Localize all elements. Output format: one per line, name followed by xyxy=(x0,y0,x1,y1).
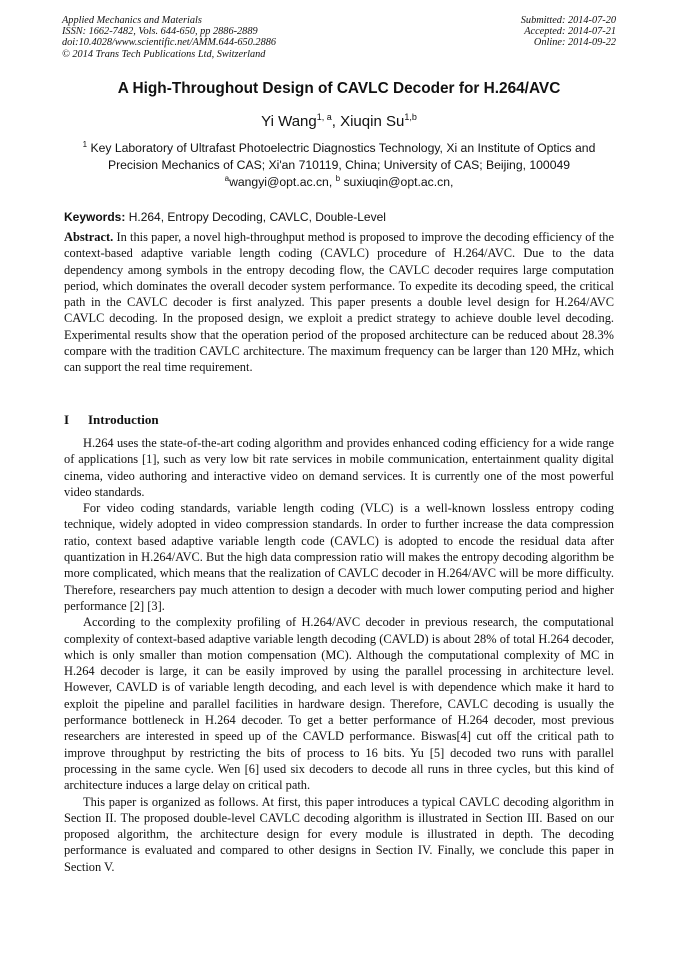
author-name: Xiuqin Su xyxy=(340,113,405,130)
affiliation-text: Key Laboratory of Ultrafast Photoelectric Diagnostics Technology, Xi an Institute of Optics and Precision Mechanics of CAS; Xi'an 710119, China; University of CAS; Beijing, 100049 xyxy=(87,141,596,172)
paragraph: H.264 uses the state-of-the-art coding algorithm and provides enhanced coding efficiency for a wide range of applications [1], such as very low bit rate services in mobile communication, entertainment quality digital cinema, video authoring and interactive video on demand services. It is currently one of the most powerful video standards. xyxy=(64,436,614,499)
abstract xyxy=(64,229,614,376)
journal-info xyxy=(62,15,276,60)
section-number: I xyxy=(64,412,70,427)
keywords-label: Keywords: xyxy=(64,210,126,224)
author-affil-mark: 1, a xyxy=(316,112,332,122)
author-name: Yi Wang xyxy=(261,113,317,130)
abstract-label: Abstract. xyxy=(64,230,114,244)
accepted-date: Accepted: 2014-07-21 xyxy=(524,26,616,38)
online-date: Online: 2014-09-22 xyxy=(533,37,616,49)
date-info xyxy=(521,15,616,49)
publication-header xyxy=(62,15,616,65)
submitted-date: Submitted: 2014-07-20 xyxy=(520,15,616,26)
introduction-body xyxy=(64,435,614,875)
abstract-text: In this paper, a novel high-throughput method is proposed to improve the decoding efficiency of the context-based adaptive variable length coding (CAVLC) procedure of H.264/AVC. Due to the data dependency among symbols in the entropy decoding flow, the CAVLC decoder requires large computation period, which dominates the overall decoder system performance. To expedite its decoding speed, the critical path in the CAVLC decoder is first analyzed. This paper presents a double level design for H.264/AVC CAVLC decoding. In the proposed design, we exploit a predict strategy to achieve double level decoding. Experimental results show that the operation period of the proposed architecture can be reduced about 28.3% compare with the tradition CAVLC architecture. The maximum frequency can be larger than 120 MHz, which can support the real time requirement. xyxy=(64,230,614,375)
paragraph: According to the complexity profiling of H.264/AVC decoder in previous research, the computational complexity of context-based adaptive variable length decoding (CAVLD) is about 28% of total H.264 decoder, which is only smaller than motion compensation (MC). Although the computational complexity of MC in H.264 decoder is large, it can be easily improved by using the parallel processing in architecture level. However, CAVLD is of variable length decoding, and each level is with dependence which make it hard to exploit the pipeline and parallel facilities in hardware design. Therefore, CAVLC decoding is usually the performance bottleneck in H.264 decoder. To get a better performance of H.264 decoder, most previous researchers are interested in speed up of the CAVLD performance. Biswas[4] cut off the critical path to improve throughput by restricting the bits of process to 16 bits. Yu [5] decoded two runs with parallel processing in the same cycle. Wen [6] used six decoders to decode all runs in three cycles, but this kind of architecture induces a large delay on critical path. xyxy=(64,615,614,793)
copyright-line: © 2014 Trans Tech Publications Ltd, Switzerland xyxy=(62,48,266,60)
author-affil-mark: 1,b xyxy=(404,112,417,122)
author-emails xyxy=(0,174,678,189)
author-list xyxy=(0,112,678,130)
affiliation-mark: 1 xyxy=(82,140,88,149)
doi-line[interactable]: doi:10.4028/www.scientific.net/AMM.644-650.2886 xyxy=(62,37,277,49)
paper-title: A High-Throughout Design of CAVLC Decoder for H.264/AVC xyxy=(117,80,561,97)
email-link[interactable]: suxiuqin@opt.ac.cn, xyxy=(340,175,454,189)
paragraph: For video coding standards, variable length coding (VLC) is a well-known lossless entropy coding technique, widely adopted in video compression standards. In order to further increase the data compression ratio, context based adaptive variable length code (CAVLC) is adopted to encode the residual data after quantization in H.264/AVC. But the high data compression ratio will makes the entropy decoding algorithm be more complicated, which means that the realization of CAVLC decoder in H.264/AVC will be more difficulty. Therefore, researchers pay much attention to design a decoder with much lower computing period and higher performance [2] [3]. xyxy=(64,501,614,613)
keywords xyxy=(64,209,614,225)
affiliation xyxy=(66,137,612,173)
paragraph: This paper is organized as follows. At first, this paper introduces a typical CAVLC decoding algorithm in Section II. The proposed double-level CAVLC decoding algorithm is illustrated in Section III. Based on our proposed algorithm, the architecture design for every module is illustrated in depth. The decoding performance is evaluated and compared to other designs in Section IV. Finally, we conclude this paper in Section V. xyxy=(64,794,614,874)
keywords-text: H.264, Entropy Decoding, CAVLC, Double-Level xyxy=(125,210,386,224)
email-mark: a xyxy=(224,174,230,183)
section-title: Introduction xyxy=(88,412,159,427)
journal-name: Applied Mechanics and Materials xyxy=(62,15,202,26)
author-separator: , xyxy=(331,113,341,130)
section-heading xyxy=(64,412,159,428)
issn-line: ISSN: 1662-7482, Vols. 644-650, pp 2886-2889 xyxy=(62,26,258,38)
email-link[interactable]: wangyi@opt.ac.cn, xyxy=(229,175,336,189)
email-mark: b xyxy=(335,174,341,183)
